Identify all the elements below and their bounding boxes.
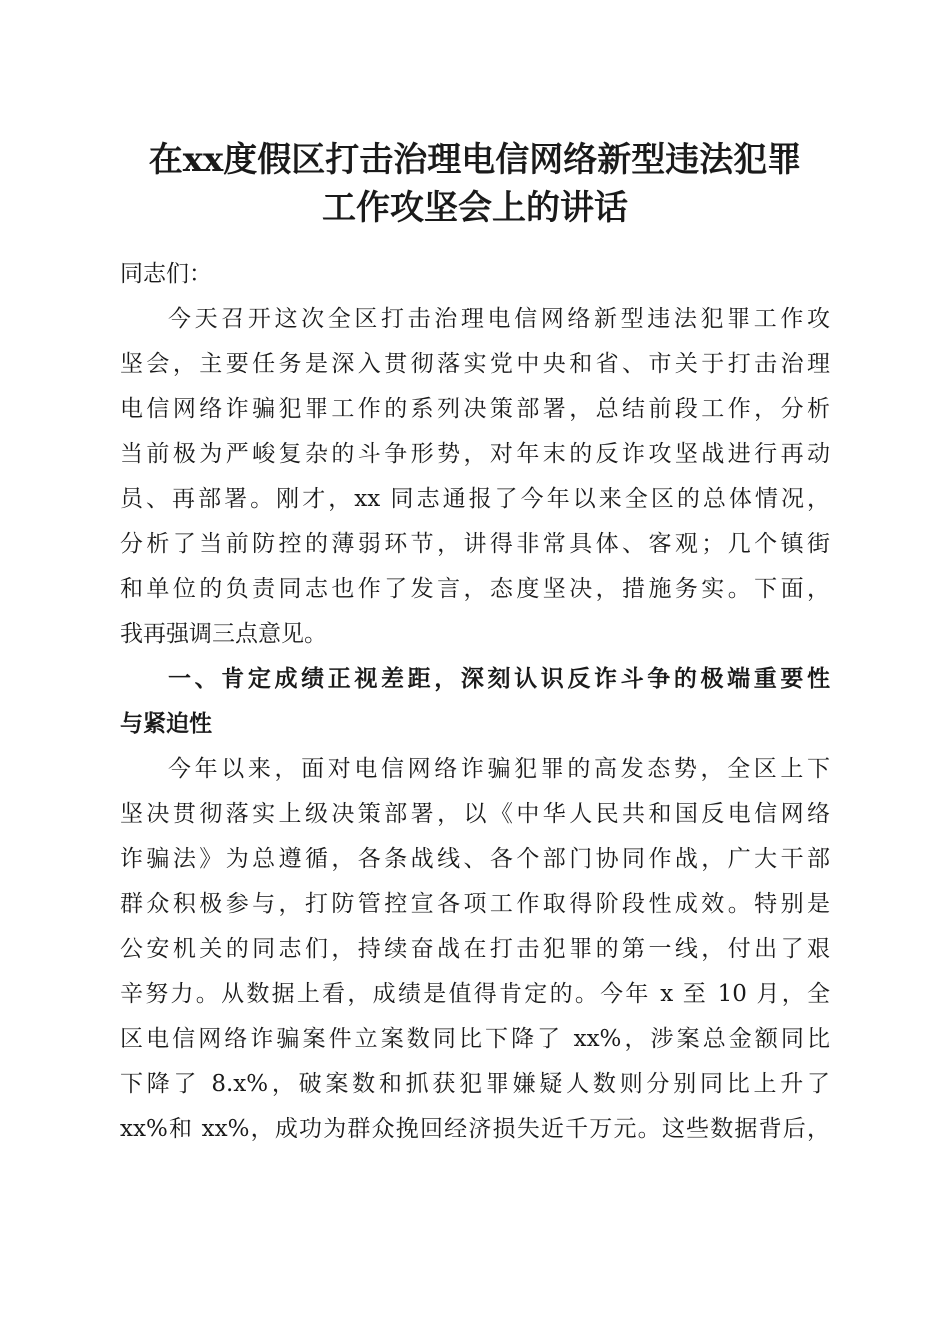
- salutation: 同志们：: [120, 261, 212, 287]
- paragraph-line: xx%和 xx%，成功为群众挽回经济损失近千万元。这些数据背后，: [120, 1116, 830, 1142]
- paragraph-line: 区电信网络诈骗案件立案数同比下降了 xx%，涉案总金额同比: [120, 1026, 830, 1052]
- paragraph-line: 下降了 8.x%，破案数和抓获犯罪嫌疑人数则分别同比上升了: [120, 1071, 830, 1097]
- document-title: [100, 136, 850, 232]
- title-line: 工作攻坚会上的讲话: [322, 188, 628, 228]
- paragraph-2: [120, 747, 830, 1152]
- paragraph-line: 群众积极参与，打防管控宣各项工作取得阶段性成效。特别是: [120, 891, 830, 917]
- paragraph-1: [120, 297, 830, 657]
- heading-line: 一、肯定成绩正视差距，深刻认识反诈斗争的极端重要性: [168, 666, 830, 692]
- paragraph-line: 诈骗法》为总遵循，各条战线、各个部门协同作战，广大干部: [120, 846, 830, 872]
- document-body: [120, 252, 830, 1152]
- section-heading-1: [120, 657, 830, 747]
- paragraph-line: 公安机关的同志们，持续奋战在打击犯罪的第一线，付出了艰: [120, 936, 830, 962]
- title-line: 在xx度假区打击治理电信网络新型违法犯罪: [148, 140, 802, 180]
- paragraph-line: 电信网络诈骗犯罪工作的系列决策部署，总结前段工作，分析: [120, 396, 830, 422]
- paragraph-line: 当前极为严峻复杂的斗争形势，对年末的反诈攻坚战进行再动: [120, 441, 830, 467]
- heading-line: 与紧迫性: [120, 711, 212, 737]
- paragraph-line: 我再强调三点意见。: [120, 621, 327, 647]
- paragraph-line: 员、再部署。刚才，xx 同志通报了今年以来全区的总体情况，: [120, 486, 830, 512]
- paragraph-line: 今天召开这次全区打击治理电信网络新型违法犯罪工作攻: [168, 306, 830, 332]
- paragraph-line: 坚决贯彻落实上级决策部署，以《中华人民共和国反电信网络: [120, 801, 830, 827]
- paragraph-line: 坚会，主要任务是深入贯彻落实党中央和省、市关于打击治理: [120, 351, 830, 377]
- paragraph-line: 和单位的负责同志也作了发言，态度坚决，措施务实。下面，: [120, 576, 830, 602]
- paragraph-line: 今年以来，面对电信网络诈骗犯罪的高发态势，全区上下: [168, 756, 830, 782]
- paragraph-line: 分析了当前防控的薄弱环节，讲得非常具体、客观；几个镇街: [120, 531, 830, 557]
- paragraph-line: 辛努力。从数据上看，成绩是值得肯定的。今年 x 至 10 月，全: [120, 981, 830, 1007]
